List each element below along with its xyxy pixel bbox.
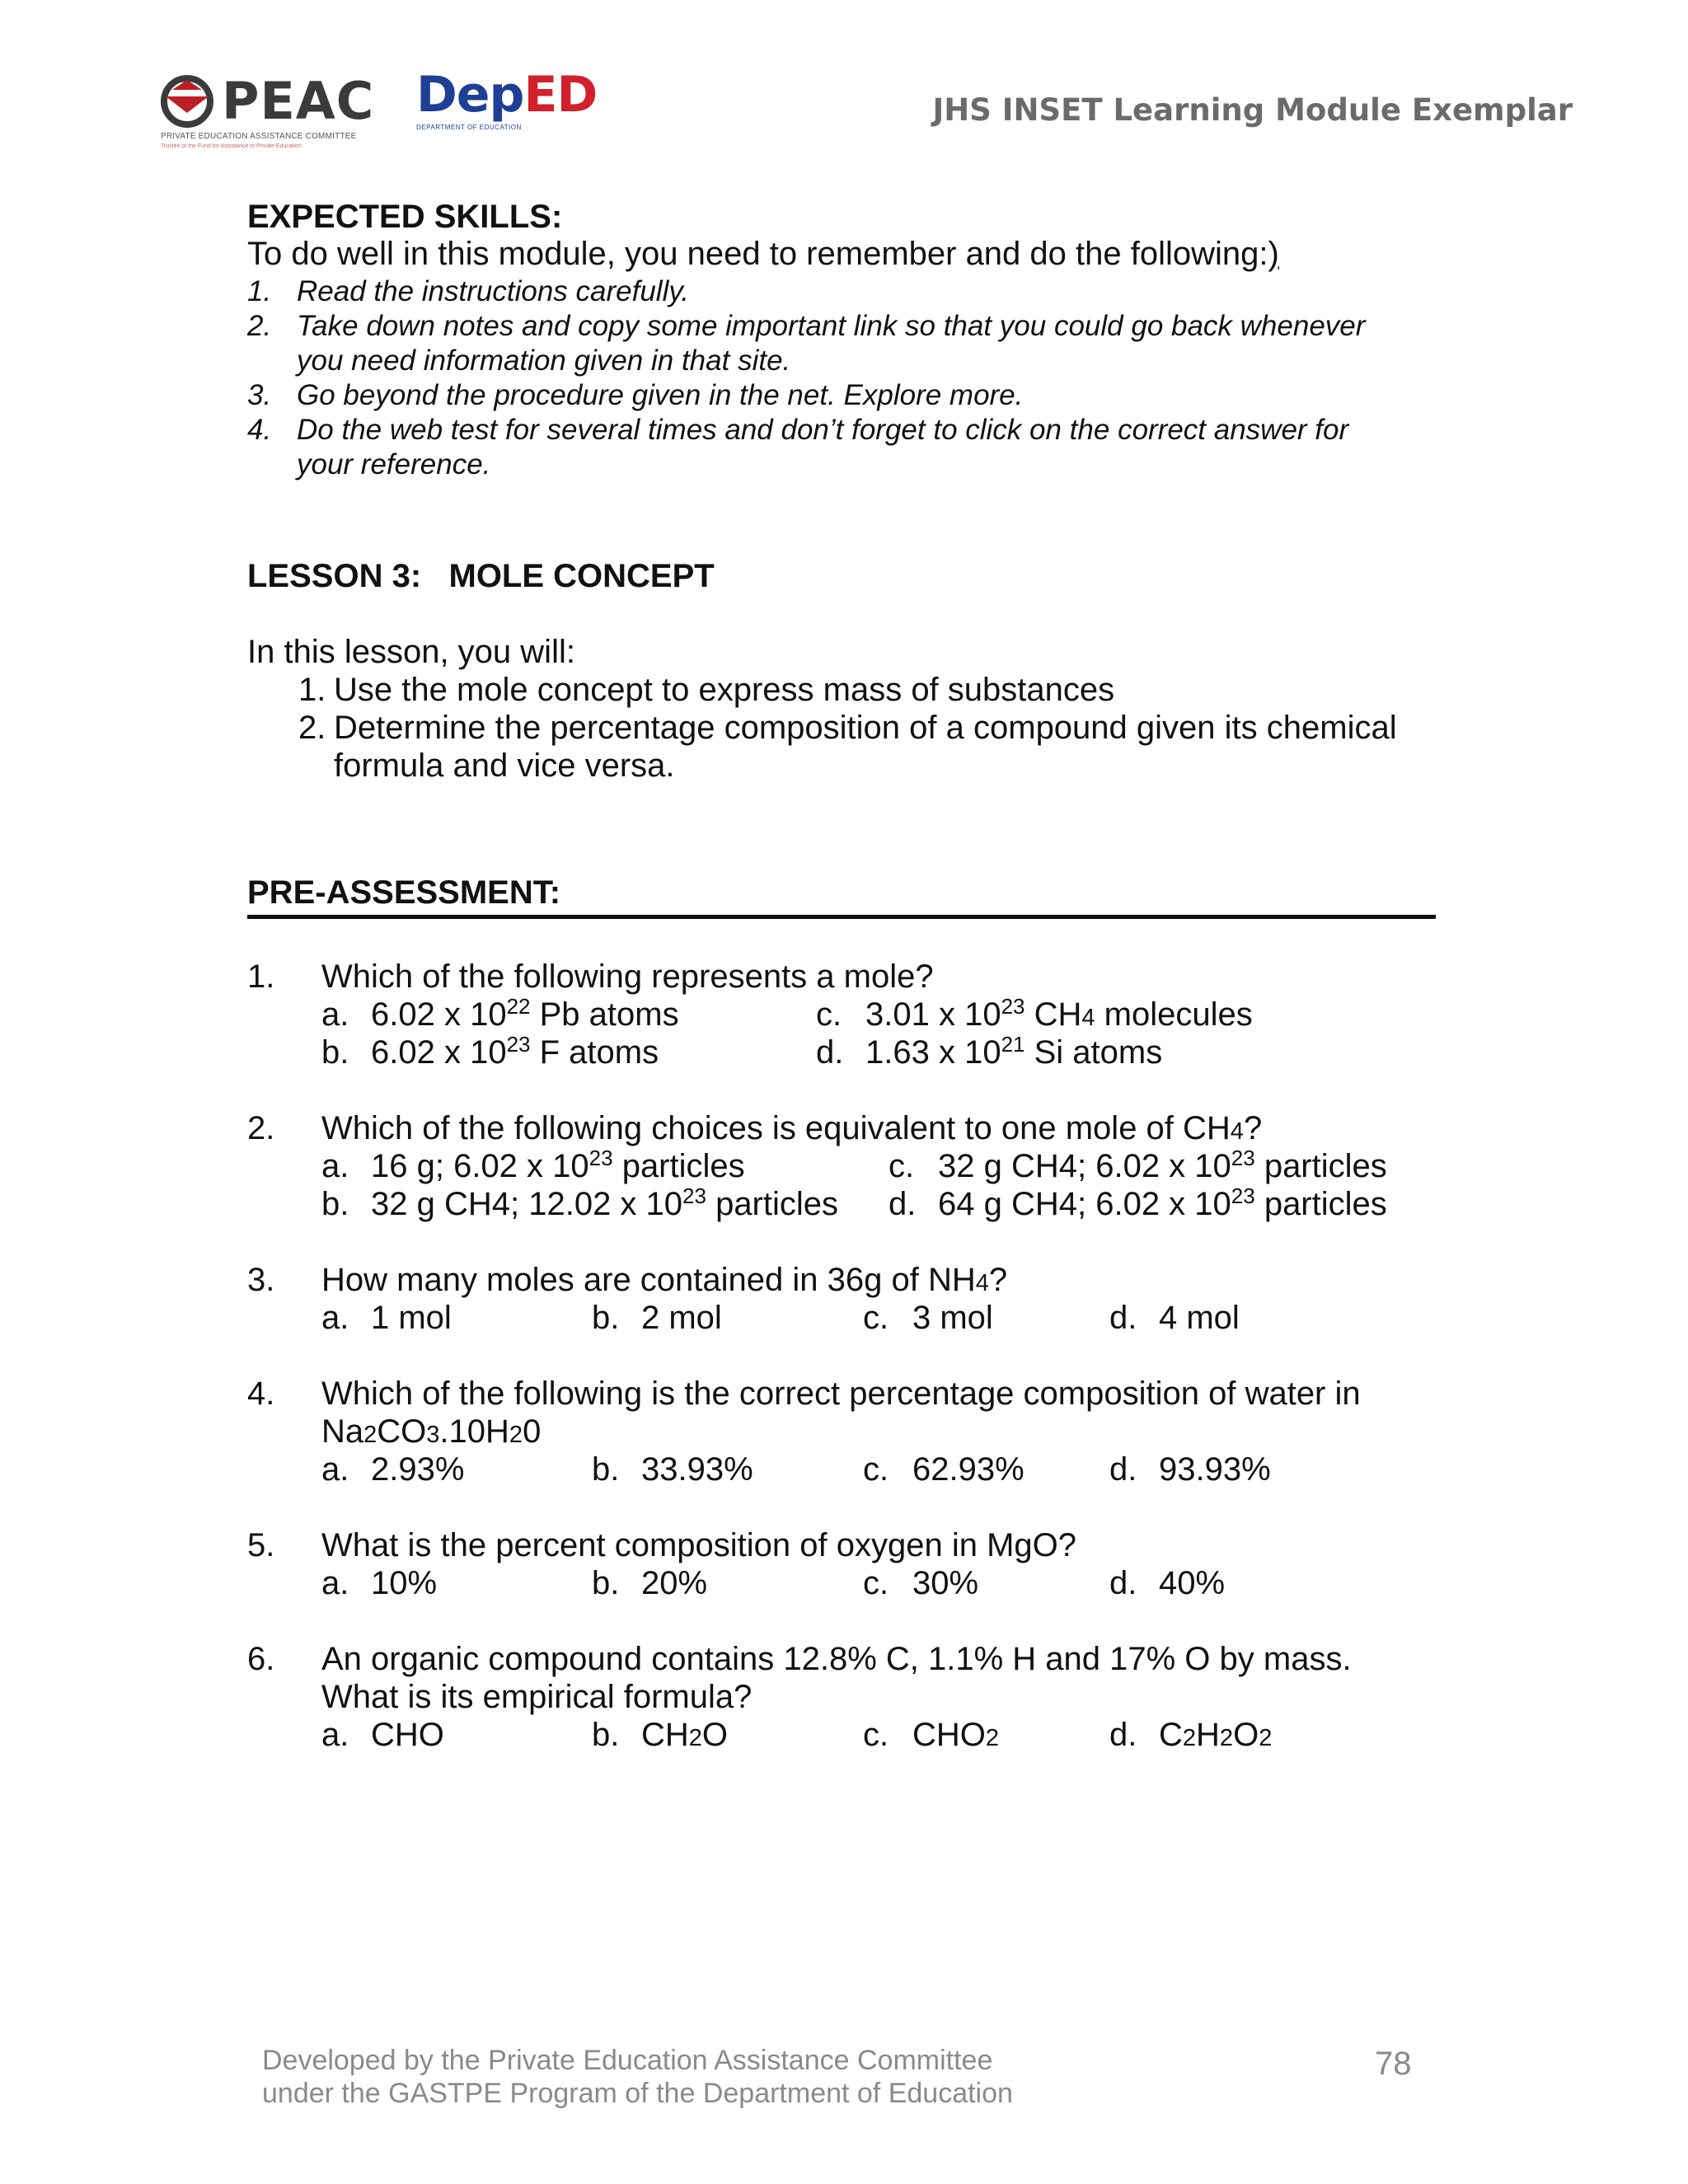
question-4-formula	[321, 1413, 541, 1454]
deped-subtitle: DEPARTMENT OF EDUCATION	[416, 124, 522, 131]
question-number: 1.	[247, 958, 275, 995]
option-text-tail: Pb atoms	[530, 996, 679, 1033]
objective-item	[247, 709, 1451, 785]
option-exponent: 23	[1001, 994, 1025, 1019]
formula-part: O	[701, 1717, 729, 1753]
formula-part: 0	[523, 1413, 542, 1450]
question-text: Which of the following represents a mole?	[321, 958, 934, 995]
option-exponent: 21	[1001, 1032, 1025, 1057]
objective-item	[247, 671, 1451, 709]
option-exponent: 23	[506, 1032, 531, 1057]
expected-skills-list	[247, 274, 1451, 482]
option-letter: d.	[889, 1186, 917, 1222]
option-text-tail: particles	[612, 1148, 745, 1184]
option-text-tail: particles	[706, 1186, 839, 1222]
option-text-tail: Si atoms	[1025, 1034, 1163, 1071]
formula-subscript: 2	[688, 1725, 702, 1751]
formula-part: H	[1196, 1717, 1220, 1753]
option-1d[interactable]	[816, 1033, 1162, 1071]
option-4a[interactable]	[321, 1451, 464, 1488]
option-1b[interactable]	[321, 1033, 659, 1071]
formula-part: CH	[641, 1717, 689, 1753]
option-1c[interactable]	[816, 996, 1253, 1037]
option-2b[interactable]	[321, 1185, 838, 1223]
option-text: 3.01 x 10	[865, 996, 1001, 1033]
option-text-tail-2: molecules	[1095, 996, 1253, 1033]
lesson-intro: In this lesson, you will:	[247, 634, 575, 670]
option-letter: c.	[863, 1300, 889, 1336]
footer-line-1: Developed by the Private Education Assistance Committee	[262, 2045, 993, 2076]
peac-tagline: Trustee of the Fund for Assistance to Private Education	[161, 143, 302, 149]
deped-word-b: ED	[523, 66, 598, 124]
peac-emblem-icon	[161, 75, 213, 128]
question-subscript: 4	[1230, 1118, 1244, 1145]
list-item-text: Take down notes and copy some important link so that you could go back whenever	[297, 310, 1366, 342]
option-text-tail: particles	[1254, 1186, 1387, 1222]
option-letter: c.	[863, 1451, 889, 1488]
option-2a[interactable]	[321, 1147, 745, 1185]
formula-subscript: 2	[1259, 1725, 1273, 1751]
option-text: 2 mol	[641, 1300, 722, 1336]
option-text: 16 g; 6.02 x 10	[371, 1148, 589, 1184]
objective-number: 2.	[298, 710, 326, 746]
formula-part: CO	[377, 1413, 427, 1450]
option-4b[interactable]	[592, 1451, 753, 1488]
option-letter: a.	[321, 1451, 349, 1488]
option-text: 62.93%	[912, 1451, 1025, 1488]
option-letter: c.	[863, 1717, 889, 1753]
option-text: 3 mol	[912, 1300, 993, 1336]
question-text	[321, 1261, 1007, 1302]
option-exponent: 23	[1231, 1183, 1255, 1208]
list-item-text-continued: you need information given in that site.	[297, 344, 791, 377]
option-letter: d.	[816, 1034, 844, 1071]
option-text: 2.93%	[371, 1451, 465, 1488]
option-2d[interactable]	[889, 1185, 1387, 1223]
formula-subscript: 2	[1219, 1725, 1234, 1751]
option-letter: a.	[321, 1148, 349, 1184]
question-number: 5.	[247, 1527, 275, 1563]
option-letter: d.	[1109, 1717, 1137, 1753]
lesson-objectives	[247, 671, 1451, 785]
question-text-end: ?	[1243, 1110, 1263, 1146]
question-text-main: How many moles are contained in 36g of NH	[321, 1262, 976, 1298]
peac-logo	[161, 73, 383, 155]
option-letter: c.	[863, 1565, 889, 1601]
option-text: 32 g CH4; 6.02 x 10	[938, 1148, 1231, 1184]
peac-subtitle: PRIVATE EDUCATION ASSISTANCE COMMITTEE	[161, 132, 357, 141]
section-divider	[247, 915, 1436, 919]
option-5a[interactable]	[321, 1564, 437, 1602]
question-number: 3.	[247, 1262, 275, 1298]
formula-part: CHO	[371, 1717, 444, 1753]
formula-subscript: 2	[985, 1725, 1000, 1751]
option-text: 93.93%	[1159, 1451, 1271, 1488]
option-5c[interactable]	[863, 1564, 978, 1602]
option-text: 4 mol	[1159, 1300, 1240, 1336]
formula-subscript: 2	[1182, 1725, 1197, 1751]
option-text: 6.02 x 10	[371, 996, 507, 1033]
objective-number: 1.	[298, 672, 326, 708]
lesson-heading: LESSON 3: MOLE CONCEPT	[247, 558, 715, 594]
option-2c[interactable]	[889, 1147, 1387, 1185]
formula-subscript: 3	[426, 1422, 440, 1448]
option-text: 1 mol	[371, 1300, 452, 1336]
list-item	[247, 413, 1451, 482]
formula-part: O	[1233, 1717, 1259, 1753]
question-number: 2.	[247, 1110, 275, 1146]
question-text	[321, 1109, 1262, 1151]
objective-text-continued: formula and vice versa.	[334, 748, 675, 784]
option-exponent: 23	[1231, 1146, 1255, 1170]
option-text: 40%	[1159, 1565, 1226, 1601]
option-letter: b.	[592, 1565, 620, 1601]
list-item-text: Read the instructions carefully.	[297, 275, 689, 307]
option-letter: a.	[321, 1565, 349, 1601]
option-letter: a.	[321, 1300, 349, 1336]
option-text-tail: particles	[1254, 1148, 1387, 1184]
question-subscript: 4	[975, 1270, 989, 1296]
option-text: 32 g CH4; 12.02 x 10	[371, 1186, 683, 1222]
expected-skills-intro	[247, 235, 1279, 273]
option-text: 10%	[371, 1565, 438, 1601]
question-text-end: ?	[988, 1262, 1008, 1298]
option-text: 20%	[641, 1565, 708, 1601]
option-3c[interactable]	[863, 1299, 993, 1337]
list-item-text-continued: your reference.	[297, 448, 491, 480]
expected-skills-intro-suffix: )	[1268, 236, 1279, 272]
option-letter: b.	[592, 1300, 620, 1336]
option-6c[interactable]	[863, 1716, 999, 1757]
question-text: Which of the following is the correct percentage composition of water in	[321, 1376, 1361, 1412]
option-letter: c.	[816, 996, 842, 1033]
option-3d[interactable]	[1109, 1299, 1240, 1337]
option-3a[interactable]	[321, 1299, 452, 1337]
option-text: 6.02 x 10	[371, 1034, 507, 1071]
option-letter: b.	[592, 1717, 620, 1753]
deped-logo	[416, 66, 598, 148]
peac-wordmark: PEAC	[222, 71, 375, 131]
option-exponent: 23	[682, 1183, 706, 1208]
option-text-tail: F atoms	[530, 1034, 659, 1071]
list-item-text: Do the web test for several times and don’t forget to click on the correct answer for	[297, 414, 1349, 446]
option-6b[interactable]	[592, 1716, 728, 1757]
option-5d[interactable]	[1109, 1564, 1225, 1602]
question-number: 4.	[247, 1376, 275, 1412]
option-letter: d.	[1109, 1565, 1137, 1601]
list-item	[247, 274, 1451, 309]
expected-skills-intro-text: To do well in this module, you need to remember and do the following:	[247, 236, 1268, 272]
pre-assessment-heading: PRE-ASSESSMENT:	[247, 874, 561, 911]
header-title: JHS INSET Learning Module Exemplar	[932, 92, 1573, 128]
question-6-text-line2: What is its empirical formula?	[321, 1679, 753, 1715]
list-item-text: Go beyond the procedure given in the net. Explore more.	[297, 379, 1024, 411]
list-item	[247, 309, 1451, 378]
option-letter: a.	[321, 1717, 349, 1753]
list-item-number: 4.	[247, 414, 272, 446]
formula-part: C	[1159, 1717, 1183, 1753]
option-text: 33.93%	[641, 1451, 753, 1488]
list-item-number: 1.	[247, 275, 272, 307]
option-letter: b.	[592, 1451, 620, 1488]
option-text: 30%	[912, 1565, 979, 1601]
option-exponent: 23	[588, 1146, 613, 1170]
question-text: An organic compound contains 12.8% C, 1.1% H and 17% O by mass.	[321, 1641, 1352, 1677]
question-text-main: Which of the following choices is equivalent to one mole of CH	[321, 1110, 1231, 1146]
option-letter: b.	[321, 1186, 349, 1222]
option-6d[interactable]	[1109, 1716, 1272, 1757]
option-text-tail: CH	[1025, 996, 1082, 1033]
option-letter: c.	[889, 1148, 915, 1184]
option-6a[interactable]	[321, 1716, 444, 1754]
option-letter: b.	[321, 1034, 349, 1071]
question-text: What is the percent composition of oxygen in MgO?	[321, 1527, 1077, 1563]
list-item-number: 3.	[247, 379, 272, 411]
option-letter: d.	[1109, 1300, 1137, 1336]
formula-subscript: 2	[363, 1422, 377, 1448]
option-letter: a.	[321, 996, 349, 1033]
page-number: 78	[1375, 2046, 1412, 2082]
option-letter: d.	[1109, 1451, 1137, 1488]
option-4c[interactable]	[863, 1451, 1025, 1488]
option-exponent: 22	[506, 994, 531, 1019]
option-subscript: 4	[1081, 1005, 1095, 1031]
footer-line-2: under the GASTPE Program of the Department of Education	[262, 2078, 1013, 2109]
expected-skills-heading: EXPECTED SKILLS:	[247, 199, 563, 235]
objective-text: Determine the percentage composition of a compound given its chemical	[334, 710, 1397, 746]
list-item-number: 2.	[247, 310, 272, 342]
question-number: 6.	[247, 1641, 275, 1677]
formula-part: CHO	[912, 1717, 986, 1753]
footer-credit	[262, 2044, 1013, 2110]
deped-word-a: Dep	[416, 66, 524, 124]
formula-subscript: 2	[509, 1422, 523, 1448]
objective-text: Use the mole concept to express mass of substances	[334, 672, 1115, 708]
option-3b[interactable]	[592, 1299, 722, 1337]
option-text: 64 g CH4; 6.02 x 10	[938, 1186, 1231, 1222]
option-text: 1.63 x 10	[865, 1034, 1001, 1071]
option-5b[interactable]	[592, 1564, 707, 1602]
formula-part: .10H	[439, 1413, 509, 1450]
formula-part: Na	[321, 1413, 364, 1450]
option-1a[interactable]	[321, 996, 679, 1033]
option-4d[interactable]	[1109, 1451, 1271, 1488]
list-item	[247, 378, 1451, 413]
